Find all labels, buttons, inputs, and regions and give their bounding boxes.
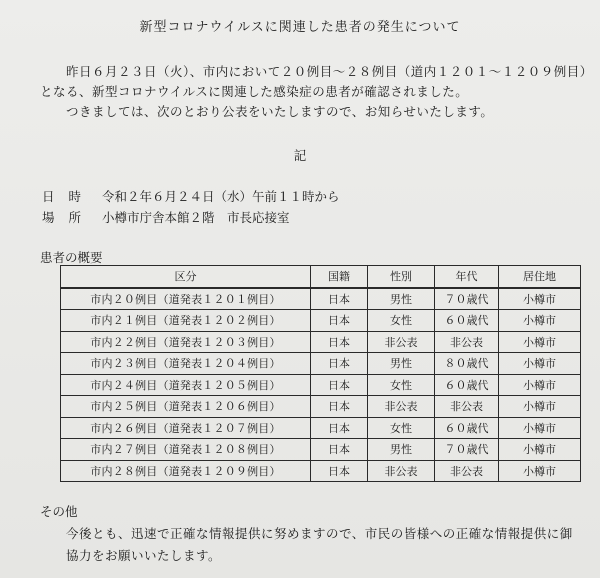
ki-marker: 記 [293, 148, 307, 163]
intro-line-3: つきましては、次のとおり公表をいたしますので、お知らせいたします。 [66, 104, 494, 119]
cell-age: 非公表 [435, 331, 499, 353]
cell-residence: 小樽市 [499, 331, 581, 353]
table-row [61, 331, 581, 353]
cell-kubun: 市内２２例目（道発表１２０３例目） [61, 331, 311, 353]
cell-age: ６０歳代 [435, 374, 499, 396]
header-kubun: 区分 [61, 266, 311, 288]
cell-sex: 女性 [368, 310, 435, 332]
cell-residence: 小樽市 [499, 439, 581, 461]
cell-nationality: 日本 [311, 331, 368, 353]
cell-kubun: 市内２３例目（道発表１２０４例目） [61, 353, 311, 375]
cell-residence: 小樽市 [499, 353, 581, 375]
header-age: 年代 [435, 266, 499, 288]
header-sex: 性別 [368, 266, 435, 288]
cell-sex: 女性 [368, 417, 435, 439]
cell-nationality: 日本 [311, 353, 368, 375]
cell-nationality: 日本 [311, 288, 368, 310]
cell-kubun: 市内２０例目（道発表１２０１例目） [61, 288, 311, 310]
cell-age: 非公表 [435, 396, 499, 418]
table-row [61, 460, 581, 482]
cell-kubun: 市内２４例目（道発表１２０５例目） [61, 374, 311, 396]
cell-kubun: 市内２７例目（道発表１２０８例目） [61, 439, 311, 461]
cell-sex: 非公表 [368, 331, 435, 353]
cell-sex: 非公表 [368, 396, 435, 418]
datetime-value: 令和２年６月２４日（水）午前１１時から [101, 189, 340, 204]
cell-age: ７０歳代 [435, 439, 499, 461]
table-row [61, 417, 581, 439]
cell-nationality: 日本 [311, 374, 368, 396]
intro-line-2: となる、新型コロナウイルスに関連した感染症の患者が確認されました。 [40, 84, 469, 99]
location-value: 小樽市庁舎本館２階 市長応接室 [101, 210, 290, 225]
datetime-row [42, 187, 340, 205]
patients-heading: 患者の概要 [40, 250, 103, 265]
cell-nationality: 日本 [311, 439, 368, 461]
cell-age: ６０歳代 [435, 417, 499, 439]
cell-residence: 小樽市 [499, 417, 581, 439]
cell-age: ７０歳代 [435, 288, 499, 310]
cell-residence: 小樽市 [499, 396, 581, 418]
cell-sex: 非公表 [368, 460, 435, 482]
cell-sex: 男性 [368, 353, 435, 375]
table-row [61, 310, 581, 332]
location-label: 場所 [42, 210, 96, 225]
cell-nationality: 日本 [311, 460, 368, 482]
cell-sex: 女性 [368, 374, 435, 396]
cell-age: ８０歳代 [435, 353, 499, 375]
cell-sex: 男性 [368, 439, 435, 461]
table-row [61, 439, 581, 461]
other-heading: その他 [40, 504, 78, 519]
table-row [61, 353, 581, 375]
table-row [61, 288, 581, 310]
cell-kubun: 市内２１例目（道発表１２０２例目） [61, 310, 311, 332]
table-row [61, 374, 581, 396]
cell-residence: 小樽市 [499, 288, 581, 310]
cell-kubun: 市内２６例目（道発表１２０７例目） [61, 417, 311, 439]
datetime-label: 日時 [42, 189, 96, 204]
cell-kubun: 市内２８例目（道発表１２０９例目） [61, 460, 311, 482]
cell-kubun: 市内２５例目（道発表１２０６例目） [61, 396, 311, 418]
header-residence: 居住地 [499, 266, 581, 288]
table-row [61, 396, 581, 418]
cell-residence: 小樽市 [499, 460, 581, 482]
cell-sex: 男性 [368, 288, 435, 310]
cell-age: ６０歳代 [435, 310, 499, 332]
intro-line-1: 昨日６月２３日（火）、市内において２０例目～２８例目（道内１２０１～１２０９例目） [66, 64, 593, 79]
document-title: 新型コロナウイルスに関連した患者の発生について [139, 20, 461, 35]
cell-nationality: 日本 [311, 396, 368, 418]
other-line-1: 今後とも、迅速で正確な情報提供に努めますので、市民の皆様への正確な情報提供に御 [66, 526, 573, 541]
cell-nationality: 日本 [311, 417, 368, 439]
table-header-row [61, 266, 581, 288]
header-nationality: 国籍 [311, 266, 368, 288]
location-row [42, 208, 290, 226]
cell-residence: 小樽市 [499, 310, 581, 332]
cell-age: 非公表 [435, 460, 499, 482]
other-line-2: 協力をお願いいたします。 [66, 548, 222, 563]
patients-table [60, 265, 581, 482]
cell-nationality: 日本 [311, 310, 368, 332]
cell-residence: 小樽市 [499, 374, 581, 396]
